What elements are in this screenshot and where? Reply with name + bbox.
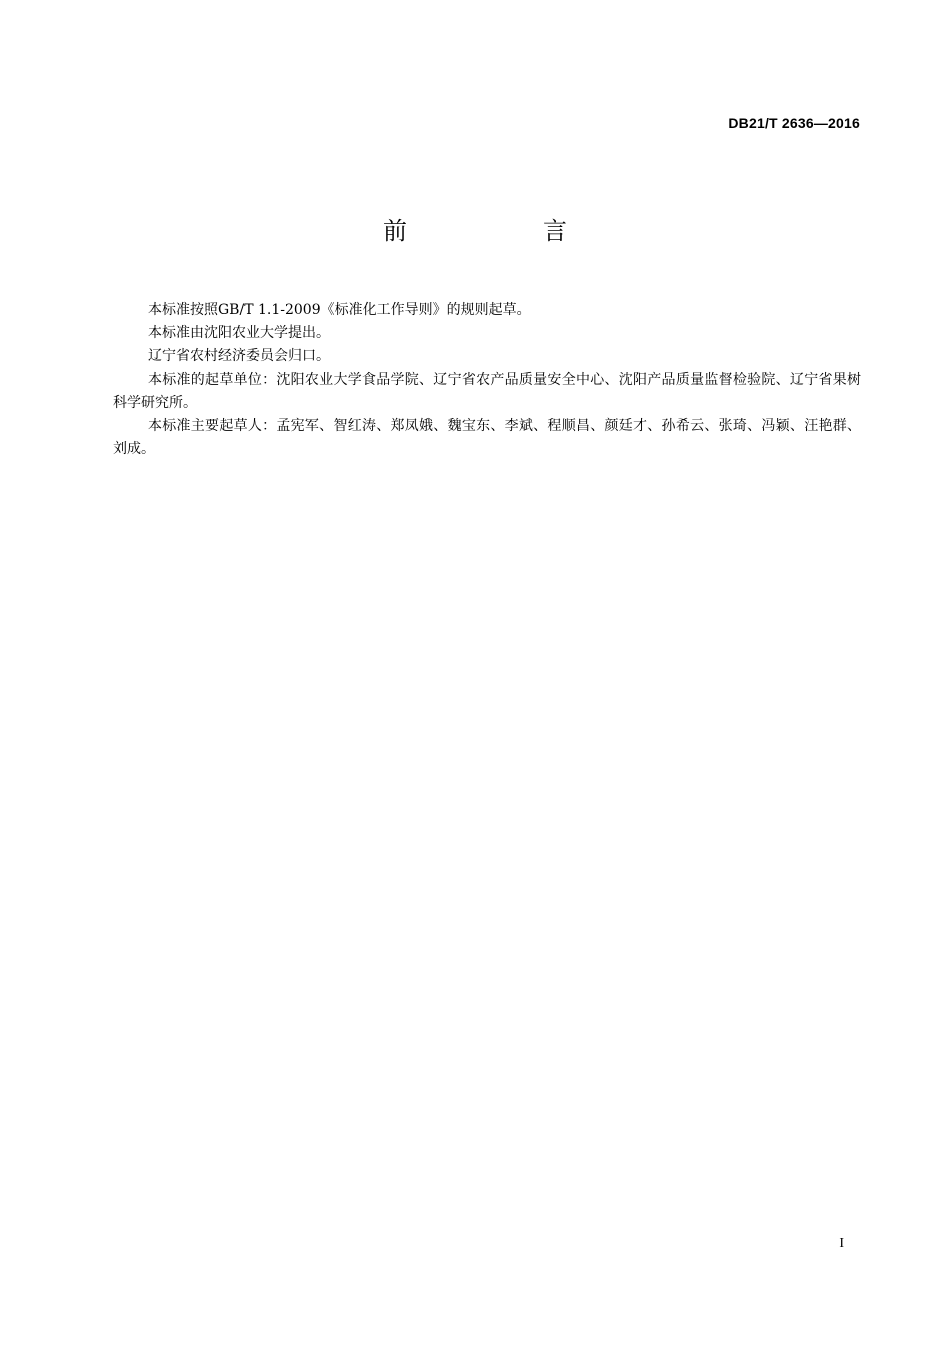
foreword-body bbox=[113, 299, 861, 461]
page-number: I bbox=[839, 1236, 844, 1251]
paragraph-drafting-units: 本标准的起草单位：沈阳农业大学食品学院、辽宁省农产品质量安全中心、沈阳产品质量监督检验院、辽宁省果树科学研究所。 bbox=[113, 371, 861, 411]
paragraph-drafters: 本标准主要起草人：孟宪军、智红涛、郑凤娥、魏宝东、李斌、程顺昌、颜廷才、孙希云、张琦、冯颖、汪艳群、刘成。 bbox=[113, 418, 861, 458]
paragraph-drafting-rules: 本标准按照GB/T 1.1-2009《标准化工作导则》的规则起草。 bbox=[148, 302, 531, 318]
standard-code: DB21/T 2636—2016 bbox=[728, 115, 860, 131]
paragraph-centralized-unit: 辽宁省农村经济委员会归口。 bbox=[148, 348, 330, 365]
paragraph-proposer: 本标准由沈阳农业大学提出。 bbox=[148, 325, 330, 342]
page-title: 前 言 bbox=[383, 217, 623, 245]
